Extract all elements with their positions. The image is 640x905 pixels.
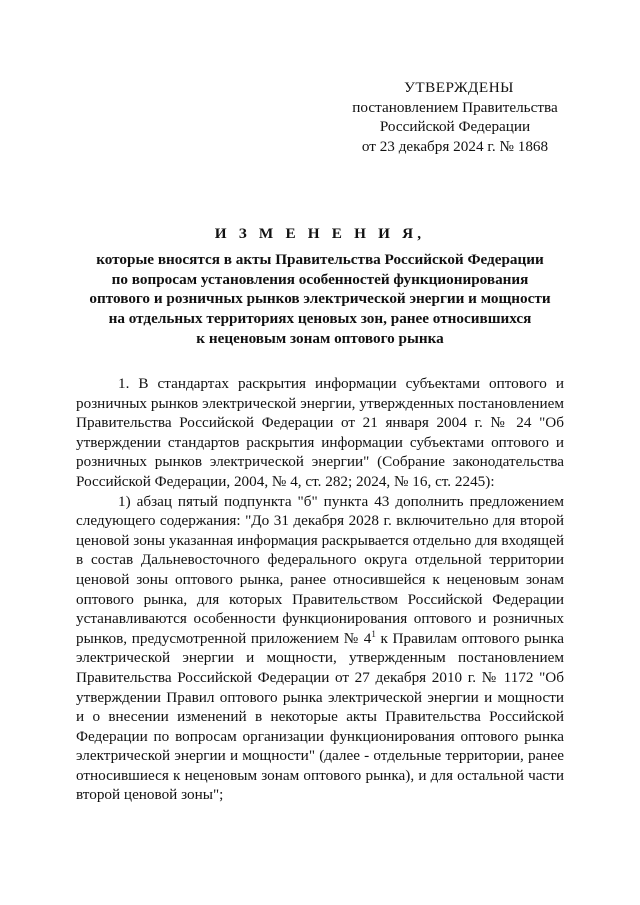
approval-line-2: Российской Федерации	[379, 118, 531, 135]
document-title: И З М Е Н Е Н И Я,	[214, 225, 426, 242]
approval-stamp	[330, 78, 580, 156]
document-subtitle-line-3: оптового и розничных рынков электрической энергии и мощности	[89, 290, 551, 308]
document-subtitle-line-1: которые вносятся в акты Правительства Российской Федерации	[96, 250, 544, 268]
footnote-superscript: 1	[371, 628, 376, 639]
paragraph-2-text-start: 1) абзац пятый подпункта "б" пункта 43 дополнить предложением следующего содержания: "До 31 декабря 2028 г. включительно для второй ценовой зоны указанная информация раскрывается отдельно для входящей в состав Дальневосточного федерального округа отдельной территории ценовой зоны оптового рынка, ранее относившейся к неценовым зонам оптового рынка, для которых Правительством Российской Федерации устанавливаются особенности функционирования оптового и розничных рынков, предусмотренной приложением № 4	[76, 492, 564, 647]
approval-line-1: постановлением Правительства	[352, 98, 558, 116]
approval-title: УТВЕРЖДЕНЫ	[404, 79, 514, 96]
document-subtitle-line-5: к неценовым зонам оптового рынка	[196, 329, 444, 347]
document-subtitle-line-2: по вопросам установления особенностей функционирования	[111, 270, 529, 288]
approval-line-3: от 23 декабря 2024 г. № 1868	[361, 137, 549, 155]
paragraph-2-text-end: к Правилам оптового рынка электрической энергии и мощности, утвержденным постановлением Правительства Российской Федерации от 27 декабря 2010 г. № 1172 "Об утверждении Правил оптового рынка электрической энергии и мощности и о внесении изменений в некоторые акты Правительства Российской Федерации по вопросам организации функционирования оптового рынка электрической энергии и мощности" (далее - отдельные территории, ранее относившиеся к неценовым зонам оптового рынка), и для остальной части второй ценовой зоны";	[76, 629, 564, 804]
paragraph-1: 1. В стандартах раскрытия информации субъектами оптового и розничных рынков электрической энергии, утвержденных постановлением Правительства Российской Федерации от 21 января 2004 г. № 24 "Об утверждении стандартов раскрытия информации субъектами оптового и розничных рынков электрической энергии" (Собрание законодательства Российской Федерации, 2004, № 4, ст. 282; 2024, № 16, ст. 2245):	[76, 375, 564, 490]
paragraph-2	[76, 492, 564, 806]
document-body	[76, 374, 564, 805]
document-heading	[70, 224, 570, 349]
document-subtitle-line-4: на отдельных территориях ценовых зон, ранее относившихся	[108, 310, 532, 328]
